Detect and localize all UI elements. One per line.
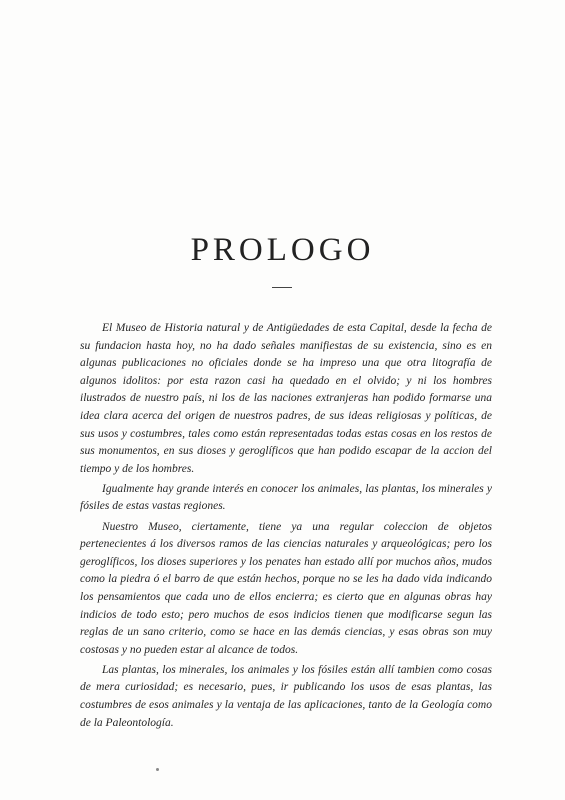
- paragraph-3: Nuestro Museo, ciertamente, tiene ya una regular coleccion de objetos pertenecientes á los diversos ramos de las ciencias naturales y arqueológicas; pero los geroglíficos, los dioses superiores y los penates han estado allí por muchos años, mudos como la piedra ó el barro de que están hechos, porque no se les ha dado vida indicando los pensamientos que cada uno de ellos encierra; es cierto que en algunas obras hay indicios de todo esto; pero muchos de esos indicios tienen que modificarse segun las reglas de un sano criterio, como se hace en las demás ciencias, y esas obras son muy costosas y no pueden estar al alcance de todos.: [80, 520, 492, 656]
- paragraph-4: Las plantas, los minerales, los animales y los fósiles están allí tambien como cosas de mera curiosidad; es necesario, pues, ir publicando los usos de esas plantas, las costumbres de esos animales y la ventaja de las aplicaciones, tanto de la Geología como de la Paleontología.: [80, 663, 492, 729]
- title-divider: [272, 287, 292, 288]
- prologue-body: [80, 320, 492, 735]
- paragraph-2: Igualmente hay grande interés en conocer los animales, las plantas, los minerales y fósiles de estas vastas regiones.: [80, 482, 492, 513]
- scan-speck: [156, 768, 159, 771]
- paragraph-1: El Museo de Historia natural y de Antigüedades de esta Capital, desde la fecha de su fundacion hasta hoy, no ha dado señales manifiestas de su existencia, sino es en algunas publicaciones no oficiales donde se ha impreso una que otra litografía de algunos idolitos: por esta razon casi ha quedado en el olvido; y ni los hombres ilustrados de nuestro país, ni los de las naciones extranjeras han podido formarse una idea clara acerca del origen de nuestros padres, de sus ideas religiosas y políticas, de sus usos y costumbres, tales como están representadas todas estas cosas en los restos de sus monumentos, en sus dioses y geroglíficos que han podido escapar de la accion del tiempo y de los hombres.: [80, 322, 492, 475]
- page-title: PROLOGO: [190, 232, 375, 268]
